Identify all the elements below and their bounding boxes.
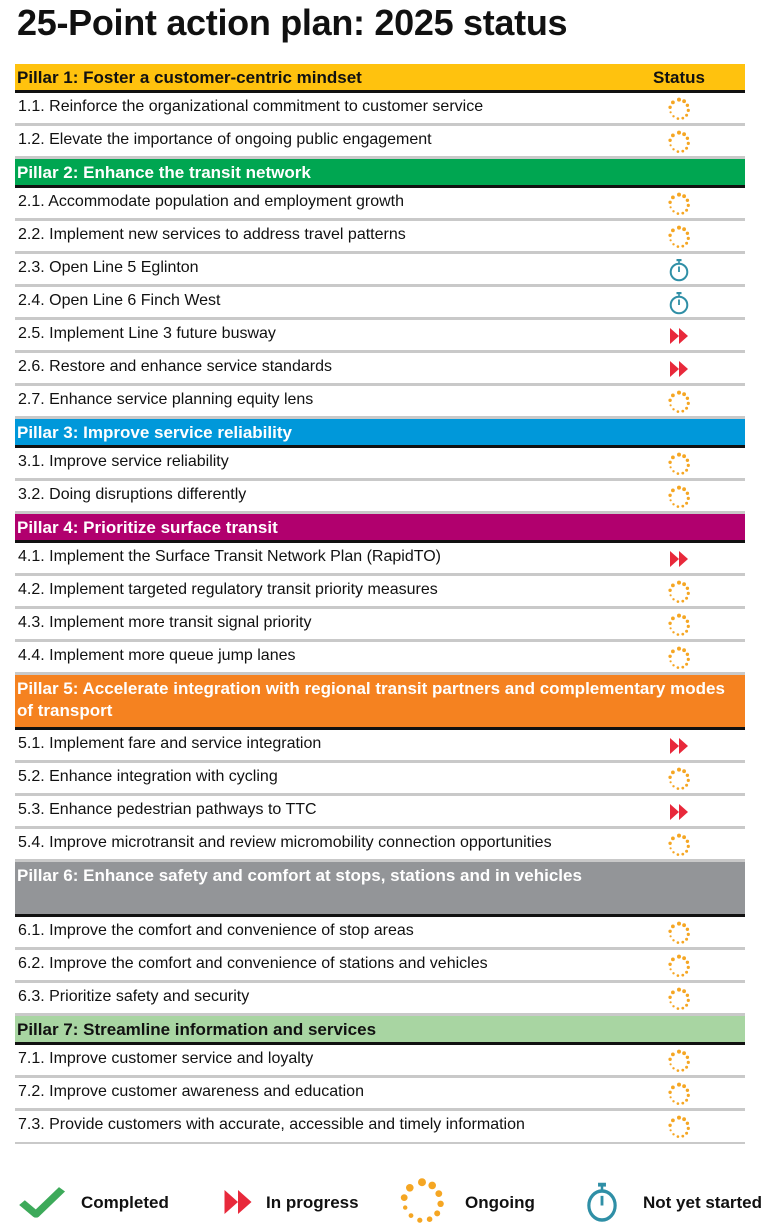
action-item-label: 4.3. Implement more transit signal priority bbox=[18, 614, 312, 631]
action-item-row bbox=[15, 481, 745, 514]
action-item-label: 4.1. Implement the Surface Transit Network Plan (RapidTO) bbox=[18, 548, 441, 565]
action-item-label: 5.1. Implement fare and service integration bbox=[18, 735, 322, 752]
action-item-label: 2.3. Open Line 5 Eglinton bbox=[18, 259, 199, 276]
fast-forward-icon bbox=[667, 734, 691, 758]
dotted-circle-icon bbox=[667, 767, 691, 791]
action-item-row bbox=[15, 188, 745, 221]
action-item-label: 2.2. Implement new services to address travel patterns bbox=[18, 226, 406, 243]
action-item-row bbox=[15, 126, 745, 159]
action-item-label: 2.1. Accommodate population and employment growth bbox=[18, 193, 405, 210]
pillar-header bbox=[15, 159, 745, 188]
action-item-row bbox=[15, 1078, 745, 1111]
action-item-label: 2.7. Enhance service planning equity lens bbox=[18, 391, 314, 408]
action-item-row bbox=[15, 983, 745, 1016]
dotted-circle-icon bbox=[667, 452, 691, 476]
action-item-row bbox=[15, 448, 745, 481]
legend-item-not-started bbox=[0, 1173, 773, 1229]
action-item-label: 7.3. Provide customers with accurate, accessible and timely information bbox=[18, 1116, 525, 1133]
fast-forward-icon bbox=[667, 800, 691, 824]
action-item-label: 7.2. Improve customer awareness and education bbox=[18, 1083, 364, 1100]
fast-forward-icon bbox=[667, 357, 691, 381]
action-item-row bbox=[15, 254, 745, 287]
pillar-header bbox=[15, 64, 745, 93]
dotted-circle-icon bbox=[667, 1082, 691, 1106]
dotted-circle-icon bbox=[667, 646, 691, 670]
stopwatch-icon bbox=[667, 258, 691, 282]
pillar-header bbox=[15, 675, 745, 730]
dotted-circle-icon bbox=[667, 130, 691, 154]
pillar-title: Pillar 6: Enhance safety and comfort at stops, stations and in vehicles bbox=[17, 866, 582, 885]
legend-label: In progress bbox=[266, 1193, 359, 1212]
stopwatch-icon bbox=[583, 1181, 621, 1223]
action-item-row bbox=[15, 221, 745, 254]
action-item-row bbox=[15, 353, 745, 386]
action-item-row bbox=[15, 642, 745, 675]
pillar-title: Pillar 4: Prioritize surface transit bbox=[17, 518, 278, 537]
action-item-label: 5.3. Enhance pedestrian pathways to TTC bbox=[18, 801, 317, 818]
page-title: 25-Point action plan: 2025 status bbox=[17, 2, 568, 43]
pillar-header bbox=[15, 419, 745, 448]
dotted-circle-icon bbox=[667, 580, 691, 604]
action-plan-table bbox=[15, 64, 745, 1144]
legend-label: Completed bbox=[81, 1193, 169, 1212]
action-item-row bbox=[15, 950, 745, 983]
action-item-row bbox=[15, 917, 745, 950]
action-item-label: 2.5. Implement Line 3 future busway bbox=[18, 325, 276, 342]
action-item-label: 3.2. Doing disruptions differently bbox=[18, 486, 247, 503]
action-item-label: 6.1. Improve the comfort and convenience of stop areas bbox=[18, 922, 414, 939]
dotted-circle-icon bbox=[667, 485, 691, 509]
dotted-circle-icon bbox=[667, 921, 691, 945]
dotted-circle-icon bbox=[667, 987, 691, 1011]
action-item-row bbox=[15, 93, 745, 126]
pillar-title: Pillar 7: Streamline information and services bbox=[17, 1020, 377, 1039]
action-item-row bbox=[15, 287, 745, 320]
action-item-row bbox=[15, 763, 745, 796]
pillar-header bbox=[15, 1016, 745, 1045]
action-item-row bbox=[15, 320, 745, 353]
legend-label: Not yet started bbox=[643, 1193, 763, 1212]
dotted-circle-icon bbox=[667, 390, 691, 414]
action-item-row bbox=[15, 1111, 745, 1144]
fast-forward-icon bbox=[667, 547, 691, 571]
status-column-header: Status bbox=[653, 68, 705, 87]
pillar-header bbox=[15, 862, 745, 917]
action-item-row bbox=[15, 796, 745, 829]
action-item-label: 1.1. Reinforce the organizational commitment to customer service bbox=[18, 98, 484, 115]
action-item-row bbox=[15, 576, 745, 609]
dotted-circle-icon bbox=[667, 97, 691, 121]
action-item-label: 6.3. Prioritize safety and security bbox=[18, 988, 250, 1005]
action-item-label: 6.2. Improve the comfort and convenience of stations and vehicles bbox=[18, 955, 488, 972]
action-item-row bbox=[15, 829, 745, 862]
fast-forward-icon bbox=[667, 324, 691, 348]
action-item-label: 3.1. Improve service reliability bbox=[18, 453, 229, 470]
dotted-circle-icon bbox=[667, 1115, 691, 1139]
pillar-title: Pillar 1: Foster a customer-centric mindset bbox=[17, 68, 362, 87]
action-item-row bbox=[15, 730, 745, 763]
dotted-circle-icon bbox=[667, 954, 691, 978]
pillar-title: Pillar 3: Improve service reliability bbox=[17, 423, 292, 442]
action-item-row bbox=[15, 609, 745, 642]
pillar-title: Pillar 2: Enhance the transit network bbox=[17, 163, 311, 182]
action-item-row bbox=[15, 1045, 745, 1078]
dotted-circle-icon bbox=[667, 225, 691, 249]
action-item-label: 4.2. Implement targeted regulatory transit priority measures bbox=[18, 581, 438, 598]
action-item-label: 1.2. Elevate the importance of ongoing public engagement bbox=[18, 131, 432, 148]
legend-label: Ongoing bbox=[465, 1193, 535, 1212]
action-item-label: 2.6. Restore and enhance service standards bbox=[18, 358, 332, 375]
pillar-header bbox=[15, 514, 745, 543]
action-item-label: 5.2. Enhance integration with cycling bbox=[18, 768, 278, 785]
dotted-circle-icon bbox=[667, 1049, 691, 1073]
action-item-label: 7.1. Improve customer service and loyalty bbox=[18, 1050, 314, 1067]
action-item-row bbox=[15, 386, 745, 419]
action-item-label: 5.4. Improve microtransit and review micromobility connection opportunities bbox=[18, 834, 552, 851]
status-legend bbox=[0, 1173, 773, 1229]
stopwatch-icon bbox=[667, 291, 691, 315]
action-item-label: 4.4. Implement more queue jump lanes bbox=[18, 647, 296, 664]
dotted-circle-icon bbox=[667, 613, 691, 637]
action-item-row bbox=[15, 543, 745, 576]
action-item-label: 2.4. Open Line 6 Finch West bbox=[18, 292, 221, 309]
dotted-circle-icon bbox=[667, 192, 691, 216]
pillar-title: Pillar 5: Accelerate integration with regional transit partners and complementary modes of transport bbox=[17, 679, 725, 720]
dotted-circle-icon bbox=[667, 833, 691, 857]
